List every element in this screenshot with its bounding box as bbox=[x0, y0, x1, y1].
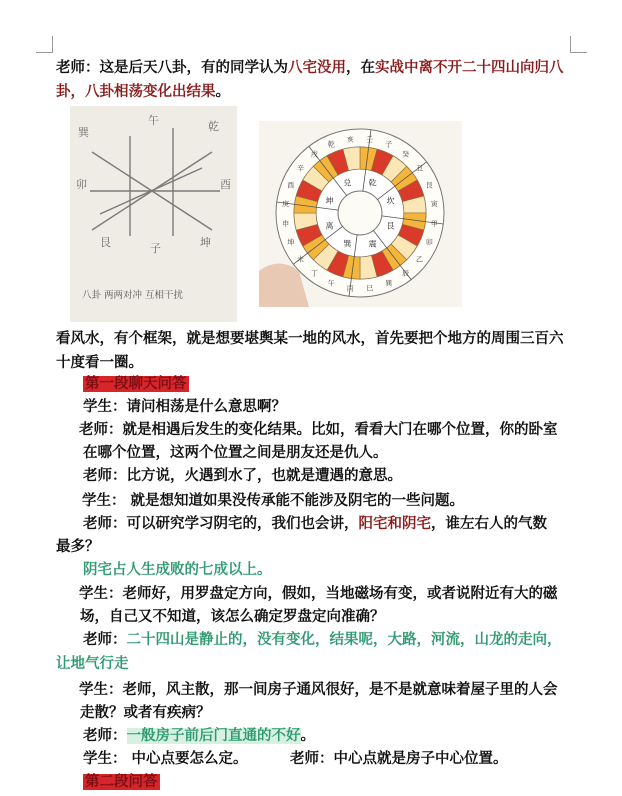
intro-line-1 bbox=[56, 58, 564, 78]
intro-line-2 bbox=[56, 82, 230, 102]
student-question-4-line-2: 走散？或者有疾病？ bbox=[80, 705, 211, 721]
compass-mountain-label: 庚 bbox=[282, 200, 290, 209]
bagua-sketch-photo bbox=[70, 106, 237, 322]
compass-mountain-label: 辛 bbox=[296, 164, 304, 173]
teacher-answer-3-line-2: 最多？ bbox=[56, 539, 100, 555]
sketch-mark-zi: 子 bbox=[150, 242, 161, 255]
compass-trigram-label: 坤 bbox=[325, 196, 334, 206]
intro-highlight-bagua: 卦，八卦相荡变化出结果 bbox=[56, 84, 216, 100]
compass-mountain-label: 乙 bbox=[416, 255, 424, 264]
compass-mountain-label: 甲 bbox=[430, 219, 438, 228]
compass-mountain-label: 巽 bbox=[385, 279, 393, 288]
student-question-5: 学生： 中心点要怎么定。 bbox=[83, 751, 248, 767]
intro-text: 老师：这是后天八卦，有的同学认为 bbox=[56, 60, 288, 76]
compass-mountain-label: 申 bbox=[282, 219, 290, 228]
sketch-mark-mao: 卯 bbox=[76, 178, 87, 191]
student-question-2: 学生： 就是想知道如果没传承能不能涉及阴宅的一些问题。 bbox=[82, 493, 465, 509]
compass-mountain-label: 巳 bbox=[366, 284, 374, 293]
teacher-answer-3-text-end: ，谁左右人的气数 bbox=[431, 516, 547, 532]
student-question-3-line-2: 场，自己又不知道，该怎么确定罗盘定向准确？ bbox=[80, 609, 385, 625]
teacher-answer-4: 阴宅占人生成败的七成以上。 bbox=[83, 562, 272, 578]
teacher-answer-3-text: 老师：可以研究学习阴宅的，我们也会讲， bbox=[83, 516, 359, 532]
compass-mountain-label: 壬 bbox=[366, 135, 374, 144]
student-question-1: 学生：请问相荡是什么意思啊？ bbox=[83, 399, 286, 415]
compass-mountain-label: 丁 bbox=[310, 269, 318, 278]
compass-trigram-label: 乾 bbox=[368, 178, 377, 188]
compass-mountain-label: 乾 bbox=[327, 140, 335, 149]
compass-trigram-label: 震 bbox=[368, 239, 377, 249]
compass-trigram-label: 艮 bbox=[386, 221, 395, 231]
teacher-answer-7: 老师：中心点就是房子中心位置。 bbox=[290, 751, 508, 767]
section-heading-2-text: 第二段问答 bbox=[85, 774, 158, 790]
compass-mountain-label: 子 bbox=[385, 140, 393, 149]
compass-trigram-label: 离 bbox=[325, 221, 334, 231]
intro-text-end: 。 bbox=[215, 84, 230, 100]
compass-mountain-label: 亥 bbox=[346, 135, 354, 144]
intro-text-mid: ，在 bbox=[346, 60, 375, 76]
intro-highlight-24-mountains: 实战中离不开二十四山向归八 bbox=[375, 60, 564, 76]
compass-mountain-label: 寅 bbox=[430, 200, 438, 209]
teacher-answer-2: 老师：比方说，火遇到水了，也就是遭遇的意思。 bbox=[83, 468, 402, 484]
teacher-answer-3-line-1 bbox=[83, 514, 547, 534]
sketch-handwritten-note: 八卦 两两对冲 互相干扰 bbox=[82, 290, 184, 301]
compass-trigram-label: 巽 bbox=[343, 239, 352, 249]
section-heading-1-text: 第一段聊天问答 bbox=[85, 376, 187, 392]
sketch-mark-qian: 乾 bbox=[208, 120, 219, 133]
fengshui-text-line-2: 十度看一圈。 bbox=[56, 355, 143, 371]
compass-mountain-label: 午 bbox=[327, 279, 335, 288]
teacher-answer-5-line-1 bbox=[83, 630, 562, 650]
teacher-answer-5-prefix: 老师： bbox=[83, 632, 127, 648]
section-heading-2 bbox=[83, 772, 160, 792]
teacher-answer-1-line-1: 老师：就是相遇后发生的变化结果。比如，看看大门在哪个位置，你的卧室 bbox=[79, 422, 558, 438]
compass-center bbox=[338, 191, 382, 235]
bagua-sketch-drawing bbox=[70, 106, 237, 322]
compass-trigram-label: 坎 bbox=[386, 196, 395, 206]
teacher-answer-3-highlight: 阳宅和阴宅 bbox=[358, 516, 431, 532]
compass-mountain-label: 未 bbox=[296, 255, 304, 264]
sketch-mark-kun: 坤 bbox=[200, 236, 211, 249]
sketch-mark-you: 酉 bbox=[220, 178, 231, 191]
luopan-compass-drawing bbox=[259, 121, 462, 307]
teacher-answer-6 bbox=[83, 726, 315, 746]
fengshui-text-line-1: 看风水，有个框架，就是想要堪舆某一地的风水，首先要把个地方的周围三百六 bbox=[56, 331, 564, 347]
luopan-compass-photo bbox=[259, 121, 462, 307]
student-question-4-line-1: 学生：老师，风主散，那一间房子通风很好，是不是就意味着屋子里的人会 bbox=[79, 682, 558, 698]
intro-highlight-bazhai: 八宅没用 bbox=[288, 60, 346, 76]
sketch-mark-wu: 午 bbox=[148, 114, 159, 127]
page-corner-mark-right bbox=[570, 36, 587, 53]
teacher-answer-6-prefix: 老师： bbox=[83, 728, 127, 744]
compass-mountain-label: 丙 bbox=[346, 284, 354, 293]
teacher-answer-5-line-2: 让地气行走 bbox=[56, 656, 129, 672]
teacher-answer-6-end: 。 bbox=[300, 728, 315, 744]
compass-mountain-label: 酉 bbox=[287, 181, 295, 190]
sketch-mark-xun: 巽 bbox=[78, 126, 89, 139]
compass-trigram-label: 兑 bbox=[343, 178, 352, 188]
compass-mountain-label: 卯 bbox=[425, 238, 433, 247]
sketch-mark-gen: 艮 bbox=[100, 236, 111, 249]
teacher-answer-1-line-2: 在哪个位置，这两个位置之间是朋友还是仇人。 bbox=[83, 445, 388, 461]
section-heading-1 bbox=[83, 374, 189, 394]
compass-mountain-label: 辰 bbox=[402, 269, 410, 278]
compass-mountain-label: 艮 bbox=[425, 181, 433, 190]
compass-mountain-label: 坤 bbox=[287, 238, 295, 247]
student-question-3-line-1: 学生：老师好，用罗盘定方向，假如，当地磁场有变，或者说附近有大的磁 bbox=[79, 586, 558, 602]
compass-mountain-label: 戌 bbox=[310, 150, 318, 159]
teacher-answer-5-highlight: 二十四山是静止的，没有变化，结果呢，大路，河流，山龙的走向， bbox=[126, 632, 562, 648]
page-corner-mark-left bbox=[36, 36, 53, 53]
compass-mountain-label: 丑 bbox=[416, 164, 424, 173]
teacher-answer-6-highlight: 一般房子前后门直通的不好 bbox=[126, 728, 301, 744]
compass-mountain-label: 癸 bbox=[402, 150, 410, 159]
